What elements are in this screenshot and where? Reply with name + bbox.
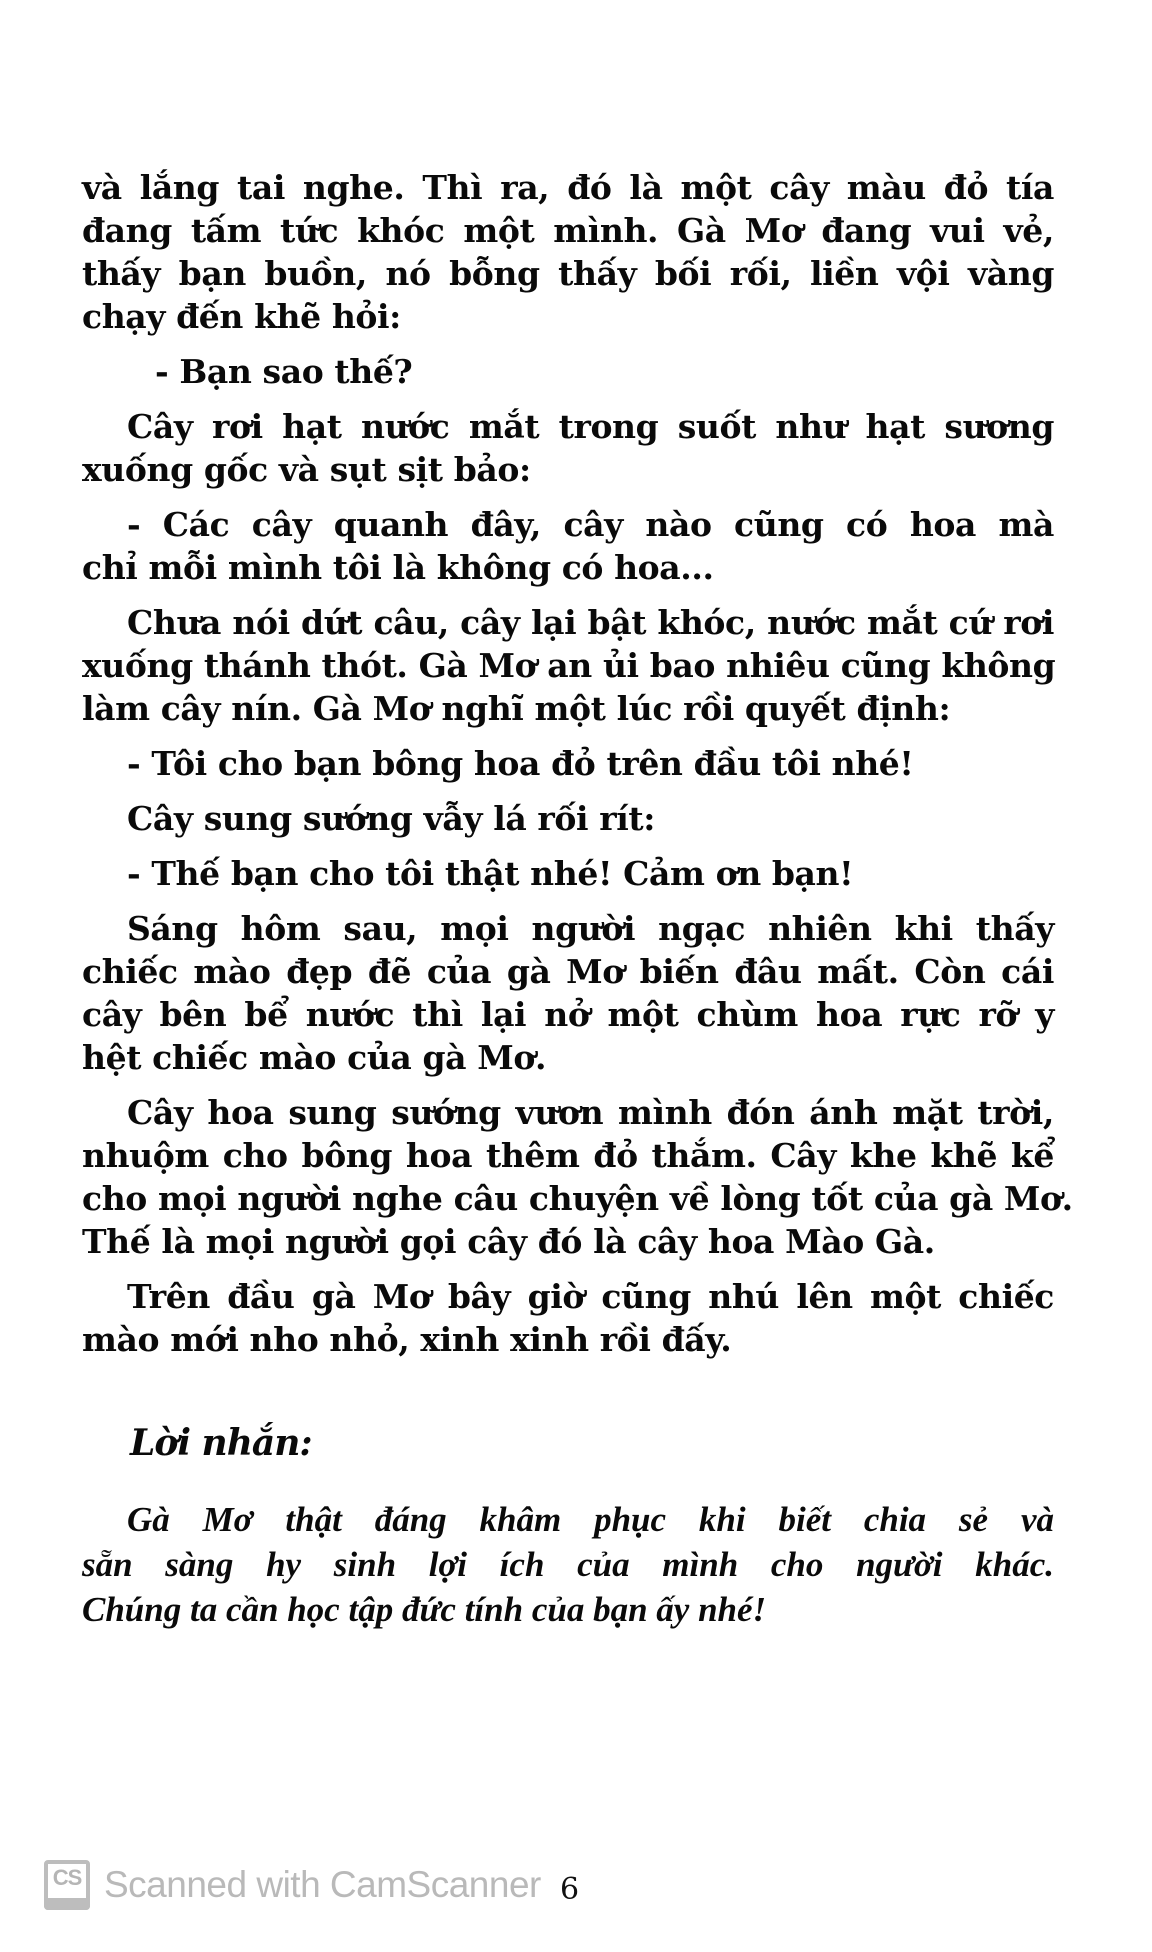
text-line: Trên đầu gà Mơ bây giờ cũng nhú lên một chiếc	[127, 1277, 1054, 1316]
paragraph	[82, 405, 1054, 491]
paragraph	[82, 166, 1054, 338]
text-line: - Tôi cho bạn bông hoa đỏ trên đầu tôi nhé!	[127, 744, 914, 783]
text-line: Cây sung sướng vẫy lá rối rít:	[127, 799, 655, 838]
paragraph	[82, 1275, 1054, 1361]
text-line: - Các cây quanh đây, cây nào cũng có hoa mà	[127, 505, 1054, 544]
paragraph	[82, 907, 1054, 1079]
dialogue	[82, 852, 1054, 895]
text-line: chỉ mỗi mình tôi là không có hoa...	[82, 548, 714, 587]
paragraph	[82, 797, 1054, 840]
camscanner-logo-icon	[44, 1860, 90, 1910]
text-line: chạy đến khẽ hỏi:	[82, 297, 401, 336]
text-line: thấy bạn buồn, nó bỗng thấy bối rối, liền vội vàng	[82, 254, 1054, 293]
text-line: - Thế bạn cho tôi thật nhé! Cảm ơn bạn!	[127, 854, 854, 893]
text-line: hệt chiếc mào của gà Mơ.	[82, 1038, 547, 1077]
text-line: Cây rơi hạt nước mắt trong suốt như hạt sương	[127, 407, 1054, 446]
text-line: sẵn sàng hy sinh lợi ích của mình cho người khác.	[82, 1545, 1054, 1584]
camscanner-watermark	[44, 1860, 541, 1910]
text-line: xuống gốc và sụt sịt bảo:	[82, 450, 531, 489]
watermark-text: Scanned with CamScanner	[104, 1864, 541, 1905]
dialogue	[82, 503, 1054, 589]
text-line: Chúng ta cần học tập đức tính của bạn ấy nhé!	[82, 1590, 767, 1629]
text-line: - Bạn sao thế?	[155, 352, 413, 391]
book-page	[82, 166, 1073, 1632]
page-number: 6	[560, 1872, 580, 1907]
logo-text: CS	[52, 1865, 82, 1890]
text-line: Sáng hôm sau, mọi người ngạc nhiên khi thấy	[127, 909, 1054, 948]
text-line: xuống thánh thót. Gà Mơ an ủi bao nhiêu cũng không	[82, 646, 1056, 685]
moral-heading: Lời nhắn:	[130, 1422, 312, 1464]
paragraph	[82, 601, 1054, 730]
paragraph	[82, 1091, 1073, 1263]
text-line: và lắng tai nghe. Thì ra, đó là một cây màu đỏ tía	[82, 168, 1054, 207]
text-line: mào mới nho nhỏ, xinh xinh rồi đấy.	[82, 1320, 732, 1359]
text-line: Gà Mơ thật đáng khâm phục khi biết chia sẻ và	[127, 1500, 1054, 1539]
dialogue	[82, 350, 1054, 393]
text-line: nhuộm cho bông hoa thêm đỏ thắm. Cây khe khẽ kể	[82, 1136, 1054, 1175]
text-line: Thế là mọi người gọi cây đó là cây hoa Mào Gà.	[82, 1222, 935, 1261]
text-line: làm cây nín. Gà Mơ nghĩ một lúc rồi quyết định:	[82, 689, 951, 728]
text-line: chiếc mào đẹp đẽ của gà Mơ biến đâu mất. Còn cái	[82, 952, 1054, 991]
text-line: đang tấm tức khóc một mình. Gà Mơ đang vui vẻ,	[82, 211, 1054, 250]
text-line: Chưa nói dứt câu, cây lại bật khóc, nước mắt cứ rơi	[127, 603, 1054, 642]
text-line: cây bên bể nước thì lại nở một chùm hoa rực rỡ y	[82, 995, 1054, 1034]
text-line: Cây hoa sung sướng vươn mình đón ánh mặt trời,	[127, 1093, 1054, 1132]
text-line: cho mọi người nghe câu chuyện về lòng tốt của gà Mơ.	[82, 1179, 1073, 1218]
dialogue	[82, 742, 1054, 785]
moral-text	[82, 1497, 1054, 1632]
